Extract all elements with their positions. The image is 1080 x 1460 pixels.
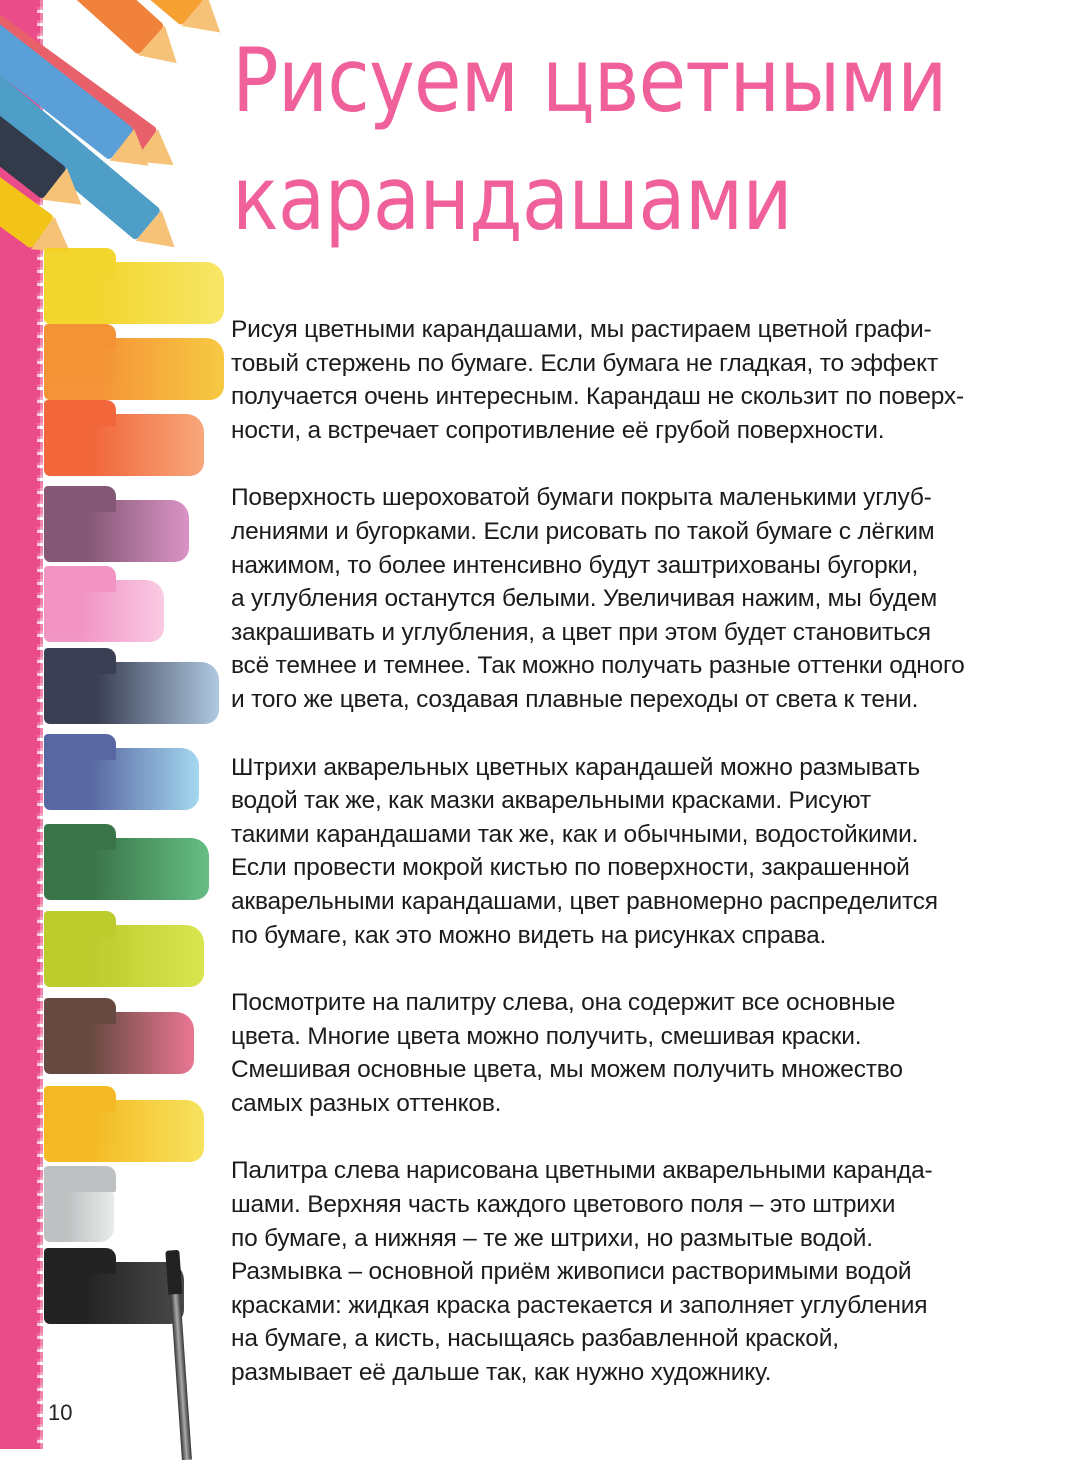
- text-line: и того же цвета, создавая плавные переходы от света к тени.: [231, 685, 919, 713]
- swatch-golden-yellow: [44, 1100, 204, 1162]
- text-line: Штрихи акварельных цветных карандашей можно размывать: [231, 753, 920, 781]
- swatch-grey: [44, 1180, 114, 1242]
- swatch-stroke: [44, 998, 116, 1024]
- text-line: водой так же, как мазки акварельными красками. Рисуют: [231, 787, 871, 815]
- colored-pencils-illustration: [0, 0, 230, 280]
- swatch-stroke: [44, 1086, 116, 1112]
- text-line: а углубления останутся белыми. Увеличивая нажим, мы будем: [231, 585, 938, 613]
- text-line: ности, а встречает сопротивление её грубой поверхности.: [231, 416, 885, 444]
- swatch-purple: [44, 500, 189, 562]
- text-line: шами. Верхняя часть каждого цветового поля – это штрихи: [231, 1191, 896, 1219]
- text-line: всё темнее и темнее. Так можно получать разные оттенки одного: [231, 652, 965, 680]
- text-line: цвета. Многие цвета можно получить, смешивая краски.: [231, 1022, 862, 1050]
- text-line: лениями и бугорками. Если рисовать по такой бумаге с лёгким: [231, 517, 935, 545]
- text-line: Если провести мокрой кистью по поверхности, закрашенной: [231, 854, 910, 882]
- page-title: [232, 22, 947, 258]
- paragraph-3: [231, 751, 1011, 953]
- text-line: закрашивать и углубления, а цвет при этом будет становиться: [231, 618, 931, 646]
- text-line: по бумаге, как это можно видеть на рисунках справа.: [231, 921, 827, 949]
- swatch-black: [44, 1262, 184, 1324]
- text-line: Палитра слева нарисована цветными акварельными каранда-: [231, 1157, 933, 1185]
- paint-brush-icon: [170, 1290, 192, 1460]
- text-line: нажимом, то более интенсивно будут заштрихованы бугорки,: [231, 551, 919, 579]
- paragraph-4: [231, 986, 1011, 1120]
- swatch-stroke: [44, 486, 116, 512]
- swatch-dark-blue: [44, 662, 219, 724]
- orange-pencil-icon: [27, 0, 165, 55]
- text-line: Размывка – основной приём живописи растворимыми водой: [231, 1258, 912, 1286]
- swatch-yellow: [44, 262, 224, 324]
- swatch-pink: [44, 580, 164, 642]
- swatch-stroke: [44, 911, 116, 937]
- swatch-blue: [44, 748, 199, 810]
- swatch-brown-pink: [44, 1012, 194, 1074]
- paragraph-2: [231, 481, 1011, 716]
- swatch-stroke: [44, 734, 116, 760]
- text-line: по бумаге, а нижняя – те же штрихи, но размытые водой.: [231, 1224, 873, 1252]
- text-line: Рисуя цветными карандашами, мы растираем цветной графи-: [231, 316, 932, 343]
- title-line-1: Рисуем цветными: [232, 29, 947, 132]
- text-line: акварельными карандашами, цвет равномерно распределится: [231, 887, 938, 915]
- text-line: размывает её дальше так, как нужно художнику.: [231, 1359, 772, 1387]
- swatch-stroke: [44, 648, 116, 674]
- swatch-stroke: [44, 1248, 116, 1274]
- swatch-stroke: [44, 324, 116, 350]
- swatch-stroke: [44, 824, 116, 850]
- page-number: 10: [48, 1400, 73, 1425]
- swatch-red-orange: [44, 414, 204, 476]
- swatch-stroke: [44, 400, 116, 426]
- text-line: товый стержень по бумаге. Если бумага не гладкая, то эффект: [231, 349, 938, 377]
- text-line: на бумаге, а кисть, насыщаясь разбавленной краской,: [231, 1325, 839, 1353]
- swatch-stroke: [44, 248, 116, 274]
- paragraph-5: [231, 1154, 1011, 1389]
- swatch-stroke: [44, 566, 116, 592]
- text-line: Поверхность шероховатой бумаги покрыта маленькими углуб-: [231, 484, 932, 512]
- swatch-stroke: [44, 1166, 116, 1192]
- swatch-yellow-green: [44, 925, 204, 987]
- text-line: самых разных оттенков.: [231, 1089, 502, 1117]
- text-line: Смешивая основные цвета, мы можем получить множество: [231, 1056, 903, 1084]
- title-line-2: карандашами: [232, 147, 792, 250]
- text-line: получается очень интересным. Карандаш не скользит по поверх-: [231, 383, 964, 411]
- article-body: [231, 313, 1011, 1424]
- text-line: такими карандашами так же, как и обычными, водостойкими.: [231, 820, 919, 848]
- swatch-orange: [44, 338, 224, 400]
- swatch-green: [44, 838, 209, 900]
- text-line: Посмотрите на палитру слева, она содержит все основные: [231, 989, 896, 1017]
- text-line: красками: жидкая краска растекается и заполняет углубления: [231, 1291, 928, 1319]
- paragraph-1: [231, 313, 1011, 447]
